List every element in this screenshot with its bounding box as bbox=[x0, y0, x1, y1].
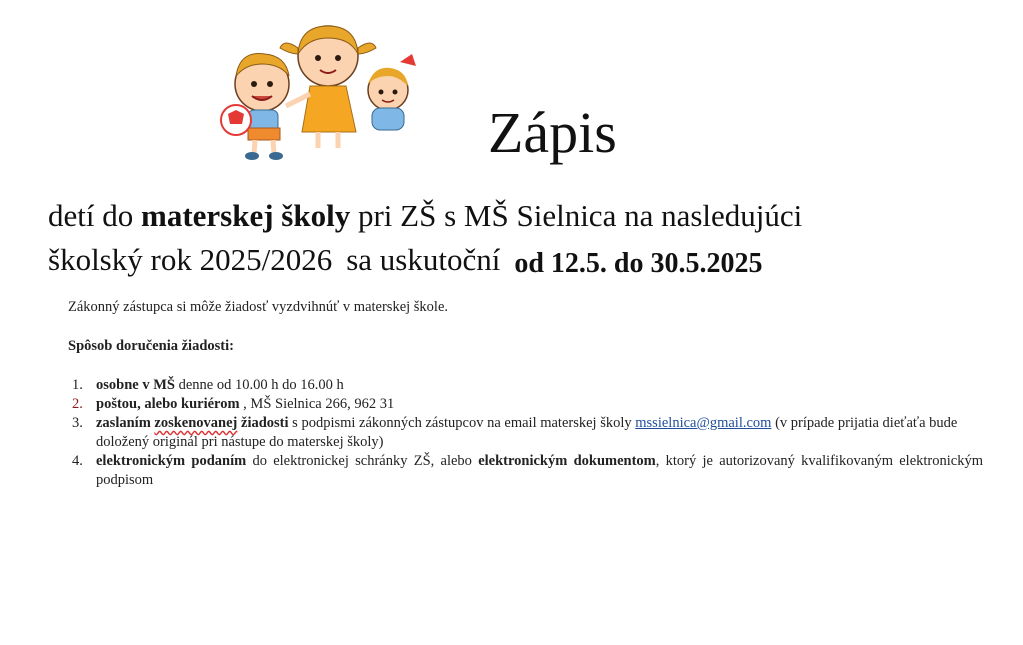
item-bold-text: poštou, alebo kuriérom bbox=[96, 396, 240, 412]
boy-figure bbox=[221, 53, 289, 160]
section-title: Spôsob doručenia žiadosti: bbox=[68, 338, 234, 354]
item-bold-text: osobne v MŠ bbox=[96, 377, 175, 393]
girl-figure bbox=[280, 26, 376, 148]
list-item bbox=[68, 376, 983, 395]
children-cartoon-icon bbox=[210, 14, 450, 162]
headline-line-2 bbox=[48, 242, 763, 279]
headline-text: sa uskutoční bbox=[346, 242, 501, 277]
email-link[interactable]: mssielnica@gmail.com bbox=[635, 415, 772, 431]
list-number: 3. bbox=[72, 415, 83, 431]
baby-figure bbox=[368, 54, 416, 130]
list-number: 1. bbox=[72, 377, 83, 393]
headline-text: pri ZŠ s MŠ Sielnica na nasledujúci bbox=[350, 198, 803, 233]
intro-text: Zákonný zástupca si môže žiadosť vyzdvihnúť v materskej škole. bbox=[68, 299, 449, 315]
item-bold-text: elektronickým dokumentom bbox=[478, 453, 656, 469]
item-text: s podpismi zákonných zástupcov na email materskej školy bbox=[288, 415, 636, 431]
list-item bbox=[68, 452, 983, 490]
item-bold-text: zaslaním bbox=[96, 415, 155, 431]
item-text: do elektronickej schránky ZŠ, alebo bbox=[246, 453, 479, 469]
document-body bbox=[68, 298, 983, 490]
enrollment-dates: od 12.5. do 30.5.2025 bbox=[514, 248, 763, 279]
school-year: 2025/2026 bbox=[199, 242, 333, 277]
item-text: denne od 10.00 h do 16.00 h bbox=[174, 377, 344, 393]
delivery-methods-list bbox=[68, 376, 983, 490]
item-bold-text: elektronickým podaním bbox=[96, 453, 247, 469]
headline-text: detí do bbox=[48, 198, 141, 233]
item-text: (v prípade prijatia dieťaťa bude doložený originál pri nástupe do materskej školy) bbox=[96, 415, 958, 450]
page-title: Zápis bbox=[488, 100, 617, 165]
headline-line-1 bbox=[48, 200, 802, 231]
item-text: , MŠ Sielnica 266, 962 31 bbox=[239, 396, 395, 412]
headline-text: školský rok bbox=[48, 242, 200, 277]
list-item bbox=[68, 395, 983, 414]
list-number: 2. bbox=[72, 396, 83, 412]
item-text: , ktorý je autorizovaný kvalifikovaným elektronickým podpisom bbox=[96, 453, 983, 488]
item-bold-text: zoskenovanej bbox=[154, 415, 238, 431]
list-item bbox=[68, 414, 983, 452]
item-bold-text: žiadosti bbox=[237, 415, 289, 431]
headline-bold-text: materskej školy bbox=[141, 198, 351, 233]
list-number: 4. bbox=[72, 453, 83, 469]
